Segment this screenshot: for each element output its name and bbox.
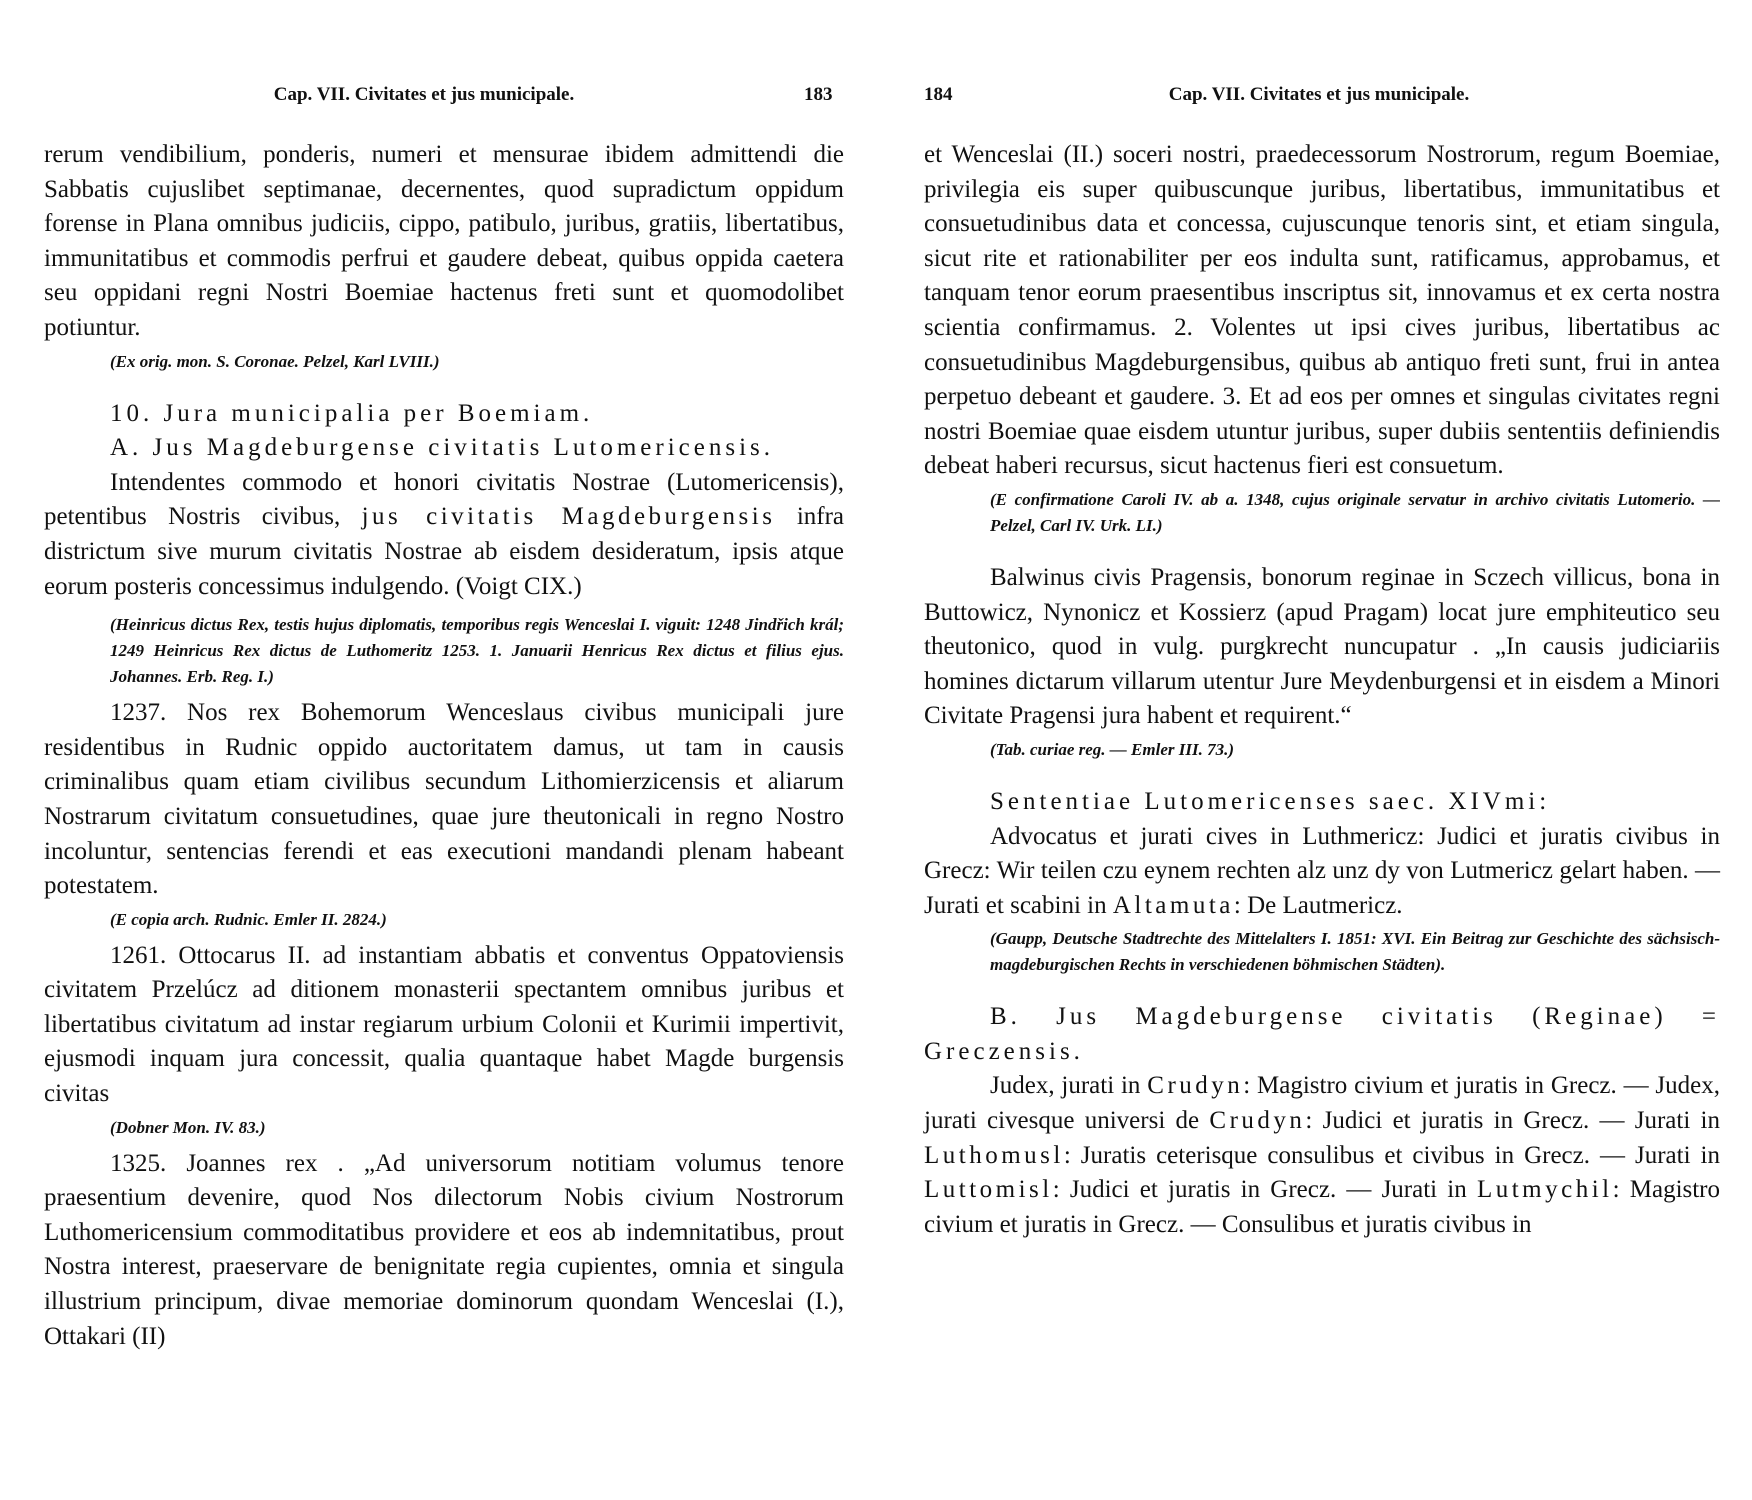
page-number: 184 (924, 84, 953, 105)
header-title: Cap. VII. Civitates et jus municipale. (273, 84, 575, 105)
text-run: : Magistro civium et juratis in Grecz. — Consulibus et juratis civibus in (924, 1176, 1721, 1238)
text-run: Intendentes commodo et honori civitatis Nostrae (Lutomericensis), petentibus Nostris civibus, (44, 468, 844, 531)
page-body (924, 138, 1720, 1242)
paragraph: 1325. Joannes rex . „Ad universorum notitiam volumus tenore praesentium devenire, quod Nos dilectorum Nobis civium Nostrorum Luthomericensium commoditatibus providere et eos ab indemnitatibus, prout Nostra interest, praeservare de benignitate regia cupientes, omnia et singula illustrium principum, divae memoriae dominorum quondam Wenceslai (I.), Ottakari (II) (44, 1149, 844, 1350)
running-header (924, 84, 1720, 114)
source-note: (Tab. curiae reg. — Emler III. 73.) (990, 739, 1234, 759)
paragraph: rerum vendibilium, ponderis, numeri et mensurae ibidem admittendi die Sabbatis cujuslibet septimanae, decernentes, quod supradictum oppidum forense in Plana omnibus judiciis, cippo, patibulo, juribus, gratiis, libertatibus, immunitatibus et commodis perfrui et gaudere debeat, quibus oppida caetera seu oppidani regni Nostri Boemiae hactenus freti sunt et quomodolibet potiuntur. (44, 141, 844, 341)
source-note: (E copia arch. Rudnic. Emler II. 2824.) (110, 909, 387, 929)
paragraph (44, 466, 844, 604)
page-number: 183 (804, 84, 833, 105)
page-body (44, 138, 844, 1354)
text-run: : De Lautmericz. (1233, 891, 1403, 919)
spaced-term: Luttomisl (924, 1176, 1053, 1204)
spaced-term: jus civitatis Magdeburgensis (361, 503, 776, 531)
text-run: : Judici et juratis in Grecz. — Jurati in (1305, 1107, 1721, 1135)
source-note: (Heinricus dictus Rex, testis hujus diplomatis, temporibus regis Wenceslai I. viguit: 1248 Jindřich král; 1249 Heinricus Rex dictus de Luthomeritz 1253. 1. Januarii Henricus Rex dictus et filius ejus. Johannes. Erb. Reg. I.) (110, 615, 844, 687)
text-run: : Juratis ceterisque consulibus et civibus in Grecz. — Jurati in (1063, 1141, 1720, 1169)
paragraph (924, 1069, 1720, 1242)
source-note: (E confirmatione Caroli IV. ab a. 1348, cujus originale servatur in archivo civitatis Lutomerio. — Pelzel, Carl IV. Urk. LI.) (990, 489, 1720, 535)
section-heading: 10. Jura municipalia per Boemiam. (110, 399, 594, 427)
left-page (44, 0, 844, 1500)
source-note: (Gaupp, Deutsche Stadtrechte des Mittelalters I. 1851: XVI. Ein Beitrag zur Geschichte des sächsisch- magdeburgischen Rechts in verschiedenen böhmischen Städten). (990, 929, 1720, 975)
spaced-term: Crudyn (1147, 1072, 1244, 1100)
spaced-term: Lutmychil (1476, 1176, 1613, 1204)
paragraph: 1237. Nos rex Bohemorum Wenceslaus civibus municipali jure residentibus in Rudnic oppido auctoritatem damus, ut tam in causis criminalibus quam etiam civilibus secundum Lithomierzicensis et aliarum Nostrarum civitatum consuetudines, quae jure theutonicali in regno Nostro incoluntur, sentencias ferendi et eas executioni mandandi plenam habeant potestatem. (44, 699, 844, 900)
text-run: infra districtum sive murum civitatis Nostrae ab eisdem desideratum, ipsis atque eorum posteris concessimus indulgendo. (Voigt CIX.) (44, 503, 845, 600)
running-header (44, 84, 844, 114)
subsection-heading: A. Jus Magdeburgense civitatis Lutomericensis. (110, 434, 775, 462)
right-page (924, 0, 1720, 1500)
paragraph: 1261. Ottocarus II. ad instantiam abbatis et conventus Oppatoviensis civitatem Przelúcz ad ditionem monasterii spectantem omnibus juribus et libertatibus civitatum ad instar regiarum urbium Colonii et Kurimii impertivit, ejusmodi inquam jura concessit, qualia quantaque habet Magde burgensis civitas (44, 941, 844, 1108)
paragraph: Balwinus civis Pragensis, bonorum reginae in Sczech villicus, bona in Buttowicz, Nynonicz et Kossierz (apud Pragam) locat jure emphiteutico seu theutonico, quod in vulg. purgkrecht nuncupatur . „In causis judiciariis homines dictarum villarum utentur Jure Meydenburgensi et in eisdem a Minori Civitate Pragensi jura habent et requirent.“ (924, 563, 1720, 730)
section-heading: Sententiae Lutomericenses saec. XIVmi: (990, 787, 1551, 815)
text-run: Judex, jurati in (990, 1072, 1141, 1100)
spaced-term: Crudyn (1209, 1107, 1306, 1135)
source-note: (Dobner Mon. IV. 83.) (110, 1117, 266, 1137)
source-note: (Ex orig. mon. S. Coronae. Pelzel, Karl LVIII.) (110, 351, 440, 371)
spaced-term: Altamuta (1112, 891, 1234, 919)
text-run: : Judici et juratis in Grecz. — Jurati in (1052, 1176, 1467, 1204)
spaced-term: Luthomusl (924, 1141, 1064, 1169)
header-title: Cap. VII. Civitates et jus municipale. (1168, 84, 1470, 105)
subsection-heading: B. Jus Magdeburgense civitatis (Reginae) = Greczensis. (924, 1003, 1720, 1065)
paragraph (924, 820, 1720, 924)
text-run: : Magistro civium et juratis in Grecz. — Judex, jurati civesque universi de (924, 1072, 1720, 1135)
paragraph: et Wenceslai (II.) soceri nostri, praedecessorum Nostrorum, regum Boemiae, privilegia eis super quibuscunque juribus, libertatibus, immunitatibus et consuetudinibus data et concessa, cujuscunque tenoris sint, et etiam singula, sicut rite et rationabiliter per eos indulta sunt, ratificamus, approbamus, et tanquam tenor eorum praesentibus inscriptus sit, innovamus et ex certa nostra scientia confirmamus. 2. Volentes ut ipsi cives juribus, libertatibus ac consuetudinibus Magdeburgensibus, quibus ab antiquo freti sunt, frui in antea perpetuo debeant et gaudere. 3. Et ad eos per omnes et singulas civitates regni nostri Boemiae quae eisdem utuntur juribus, super dubiis sententiis definiendis debeat haberi recursus, sicut hactenus fieri est consuetum. (924, 141, 1720, 480)
text-run: Advocatus et jurati cives in Luthmericz: Judici et juratis civibus in Grecz: Wir teilen czu eynem rechten alz unz dy von Lutmericz gelart haben. — Jurati et scabini in (924, 822, 1720, 919)
